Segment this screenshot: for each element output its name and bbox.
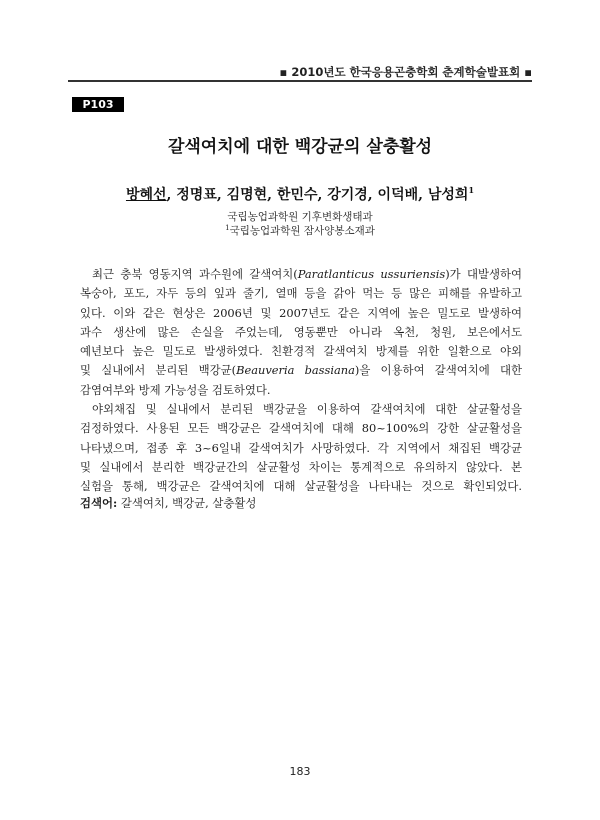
species-name: Paratlanticus ussuriensis bbox=[297, 267, 446, 281]
abstract-line: 있다. 이와 같은 현상은 2006년 및 2007년도 같은 지역에 높은 밀도로 발생하여 bbox=[80, 305, 522, 320]
affiliation-mark: 1 bbox=[225, 224, 230, 232]
page-number: 183 bbox=[289, 765, 311, 778]
presenting-author: 방혜선 bbox=[125, 187, 167, 203]
abstract-line: 검정하였다. 사용된 모든 백강균은 갈색여치에 대해 80~100%의 강한 살균활성을 bbox=[80, 421, 522, 436]
header-divider bbox=[68, 80, 532, 82]
abstract-line: 과수 생산에 많은 손실을 주었는데, 영동뿐만 아니라 옥천, 청원, 보은에서도 bbox=[80, 324, 522, 339]
poster-number-badge: P103 bbox=[72, 97, 124, 112]
abstract-body bbox=[80, 265, 522, 497]
affiliation-text: 국립농업과학원 잠사양봉소재과 bbox=[229, 225, 375, 237]
abstract-line: 나타냈으며, 접종 후 3~6일내 갈색여치가 사망하였다. 각 지역에서 채집된 백강균 bbox=[80, 440, 522, 455]
abstract-paragraph-2 bbox=[80, 400, 522, 496]
conference-header: ▪ 2010년도 한국응용곤충학회 춘계학술발표회 ▪ bbox=[279, 65, 532, 79]
abstract-line: 복숭아, 포도, 자두 등의 잎과 줄기, 열매 등을 갉아 먹는 등 많은 피해를 유발하고 bbox=[80, 286, 522, 301]
abstract-line: 감염여부와 방제 가능성을 검토하였다. bbox=[80, 382, 271, 397]
abstract-line: 및 실내에서 분리된 백강균(Beauveria bassiana)을 이용하여 갈색여치에 대한 bbox=[80, 363, 522, 378]
abstract-line: 최근 충북 영동지역 과수원에 갈색여치(Paratlanticus ussuriensis)가 대발생하여 bbox=[92, 267, 522, 281]
keywords bbox=[80, 495, 256, 511]
affiliation-2 bbox=[0, 223, 600, 238]
author-affiliation-mark: 1 bbox=[468, 185, 475, 195]
affiliation-1 bbox=[0, 209, 600, 224]
abstract-line: 예년보다 높은 밀도로 발생하였다. 친환경적 갈색여치 방제를 위한 일환으로 야외 bbox=[80, 344, 522, 359]
co-authors: , 정명표, 김명현, 한민수, 강기경, 이덕배, 남성희 bbox=[166, 187, 469, 203]
species-name: Beauveria bassiana bbox=[236, 363, 355, 378]
affiliation-text: 국립농업과학원 기후변화생태과 bbox=[227, 211, 373, 223]
paper-title: 갈색여치에 대한 백강균의 살충활성 bbox=[167, 137, 433, 157]
abstract-paragraph-1 bbox=[80, 265, 522, 400]
keywords-value: 갈색여치, 백강균, 살충활성 bbox=[117, 496, 257, 510]
keywords-label: 검색어: bbox=[80, 496, 118, 510]
author-list bbox=[0, 184, 600, 204]
abstract-line: 실험을 통해, 백강균은 갈색여치에 대해 살균활성을 나타내는 것으로 확인되었다. bbox=[80, 479, 522, 494]
abstract-line: 및 실내에서 분리한 백강균간의 살균활성 차이는 통계적으로 유의하지 않았다. 본 bbox=[80, 459, 522, 474]
abstract-line: 야외채집 및 실내에서 분리된 백강균을 이용하여 갈색여치에 대한 살균활성을 bbox=[92, 402, 522, 417]
